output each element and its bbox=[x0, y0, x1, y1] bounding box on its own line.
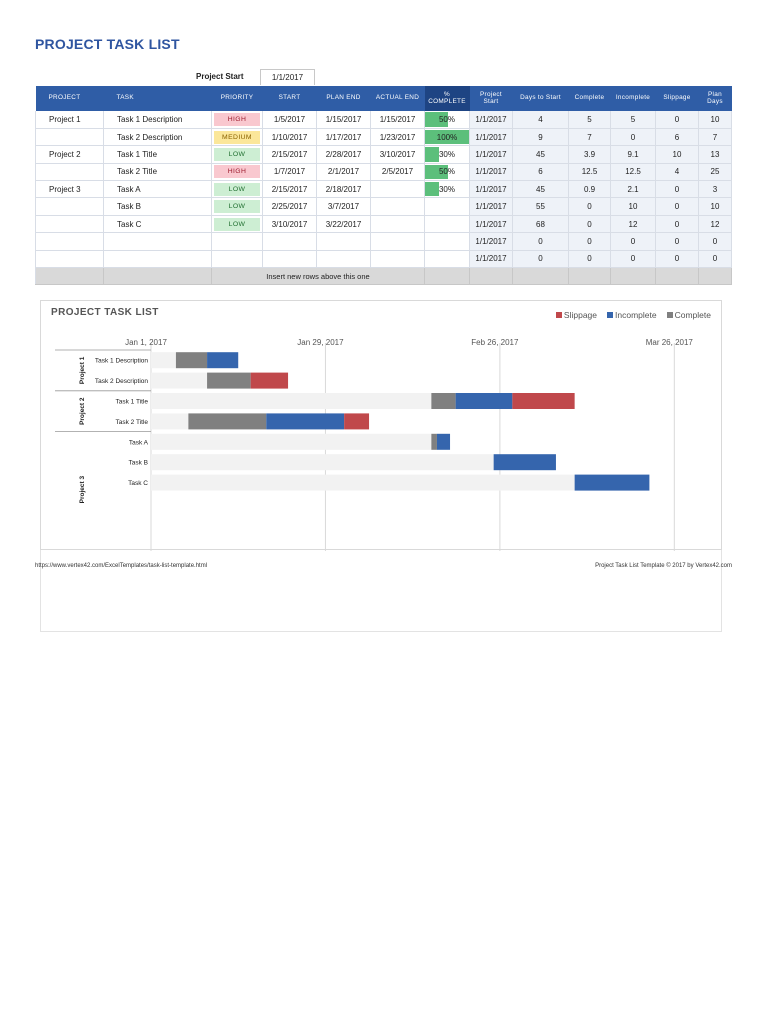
days-to-start-segment bbox=[151, 373, 207, 389]
task-axis-label: Task 2 Title bbox=[115, 418, 148, 426]
cell-complete: 3.9 bbox=[569, 146, 611, 163]
complete-segment bbox=[188, 413, 266, 429]
cell-slippage: 0 bbox=[656, 233, 699, 250]
page-title: PROJECT TASK LIST bbox=[35, 36, 180, 52]
cell-complete: 7 bbox=[569, 128, 611, 145]
x-tick-label: Mar 26, 2017 bbox=[645, 338, 693, 347]
cell-complete: 0.9 bbox=[569, 181, 611, 198]
legend-slippage: Slippage bbox=[556, 310, 597, 320]
cell-priority[interactable] bbox=[212, 215, 263, 232]
days-to-start-segment bbox=[151, 454, 494, 470]
cell-incomplete: 2.1 bbox=[611, 181, 656, 198]
col-incomplete: Incomplete bbox=[611, 86, 656, 111]
cell-plan-end[interactable]: 1/17/2017 bbox=[317, 128, 371, 145]
insert-rows-row bbox=[36, 268, 732, 285]
task-axis-label: Task C bbox=[128, 480, 148, 488]
priority-badge: LOW bbox=[214, 183, 260, 196]
cell-pct[interactable] bbox=[425, 146, 470, 163]
cell-pct[interactable] bbox=[425, 163, 470, 180]
gantt-chart bbox=[40, 300, 722, 550]
cell-start[interactable]: 3/10/2017 bbox=[263, 215, 317, 232]
cell-priority[interactable] bbox=[212, 233, 263, 250]
cell-project[interactable]: Project 2 bbox=[36, 146, 104, 163]
incomplete-segment bbox=[575, 475, 650, 491]
cell-task[interactable] bbox=[104, 233, 212, 250]
x-tick-label: Feb 26, 2017 bbox=[471, 338, 519, 347]
cell-project-start: 1/1/2017 bbox=[470, 146, 513, 163]
cell-plan-days: 7 bbox=[699, 128, 732, 145]
cell-project-start: 1/1/2017 bbox=[470, 198, 513, 215]
cell-priority[interactable] bbox=[212, 111, 263, 128]
cell-actual-end[interactable] bbox=[371, 215, 425, 232]
cell-plan-days: 25 bbox=[699, 163, 732, 180]
cell-slippage: 6 bbox=[656, 128, 699, 145]
percent-complete-text: 50% bbox=[438, 167, 455, 177]
cell-days-to-start: 0 bbox=[513, 233, 569, 250]
table-row bbox=[36, 146, 732, 163]
cell-plan-end[interactable] bbox=[317, 233, 371, 250]
table-row bbox=[36, 198, 732, 215]
percent-complete-text: 100% bbox=[436, 132, 458, 142]
cell-project[interactable] bbox=[36, 163, 104, 180]
cell-pct[interactable] bbox=[425, 233, 470, 250]
cell-priority[interactable] bbox=[212, 181, 263, 198]
cell-task[interactable]: Task 1 Title bbox=[104, 146, 212, 163]
cell-actual-end[interactable]: 1/15/2017 bbox=[371, 111, 425, 128]
insert-row-cell bbox=[611, 268, 656, 285]
insert-row-cell bbox=[513, 268, 569, 285]
cell-pct[interactable] bbox=[425, 250, 470, 267]
days-to-start-segment bbox=[151, 434, 431, 450]
cell-task[interactable]: Task 2 Title bbox=[104, 163, 212, 180]
cell-slippage: 0 bbox=[656, 111, 699, 128]
percent-complete-bar bbox=[425, 182, 439, 196]
cell-project-start: 1/1/2017 bbox=[470, 111, 513, 128]
days-to-start-segment bbox=[151, 413, 188, 429]
project-start-input[interactable]: 1/1/2017 bbox=[260, 69, 315, 85]
cell-priority[interactable] bbox=[212, 198, 263, 215]
insert-row-cell bbox=[104, 268, 212, 285]
cell-priority[interactable] bbox=[212, 146, 263, 163]
cell-slippage: 0 bbox=[656, 215, 699, 232]
insert-row-cell bbox=[36, 268, 104, 285]
cell-complete: 0 bbox=[569, 215, 611, 232]
legend-complete: Complete bbox=[667, 310, 711, 320]
cell-project-start: 1/1/2017 bbox=[470, 181, 513, 198]
cell-slippage: 4 bbox=[656, 163, 699, 180]
cell-plan-end[interactable]: 2/28/2017 bbox=[317, 146, 371, 163]
table-row bbox=[36, 163, 732, 180]
priority-badge: HIGH bbox=[214, 113, 260, 126]
cell-complete: 5 bbox=[569, 111, 611, 128]
table-row bbox=[36, 233, 732, 250]
cell-start[interactable]: 2/25/2017 bbox=[263, 198, 317, 215]
table-row bbox=[36, 111, 732, 128]
slippage-segment bbox=[251, 373, 288, 389]
cell-actual-end[interactable]: 3/10/2017 bbox=[371, 146, 425, 163]
cell-incomplete: 0 bbox=[611, 128, 656, 145]
cell-actual-end[interactable] bbox=[371, 250, 425, 267]
cell-pct[interactable] bbox=[425, 181, 470, 198]
cell-pct[interactable] bbox=[425, 111, 470, 128]
table-row bbox=[36, 128, 732, 145]
cell-project[interactable]: Project 3 bbox=[36, 181, 104, 198]
cell-plan-end[interactable]: 3/7/2017 bbox=[317, 198, 371, 215]
cell-pct[interactable] bbox=[425, 198, 470, 215]
chart-title: PROJECT TASK LIST bbox=[51, 307, 159, 318]
insert-row-cell bbox=[470, 268, 513, 285]
cell-project[interactable] bbox=[36, 233, 104, 250]
cell-priority[interactable] bbox=[212, 128, 263, 145]
col-priority: PRIORITY bbox=[212, 86, 263, 111]
cell-project[interactable] bbox=[36, 215, 104, 232]
insert-row-cell bbox=[569, 268, 611, 285]
project-group-label: Project 1 bbox=[79, 356, 86, 385]
cell-days-to-start: 6 bbox=[513, 163, 569, 180]
cell-plan-end[interactable]: 2/1/2017 bbox=[317, 163, 371, 180]
cell-incomplete: 9.1 bbox=[611, 146, 656, 163]
incomplete-segment bbox=[207, 352, 238, 368]
cell-days-to-start: 0 bbox=[513, 250, 569, 267]
gantt-plot bbox=[41, 301, 723, 551]
cell-plan-days: 3 bbox=[699, 181, 732, 198]
cell-task[interactable]: Task C bbox=[104, 215, 212, 232]
col-days-to-start: Days to Start bbox=[513, 86, 569, 111]
cell-project-start: 1/1/2017 bbox=[470, 215, 513, 232]
col-task: TASK bbox=[104, 86, 212, 111]
cell-start[interactable]: 2/15/2017 bbox=[263, 146, 317, 163]
cell-priority[interactable] bbox=[212, 250, 263, 267]
cell-priority[interactable] bbox=[212, 163, 263, 180]
incomplete-segment bbox=[437, 434, 450, 450]
complete-segment bbox=[176, 352, 207, 368]
cell-plan-days: 10 bbox=[699, 198, 732, 215]
complete-segment bbox=[207, 373, 251, 389]
cell-incomplete: 0 bbox=[611, 250, 656, 267]
cell-days-to-start: 45 bbox=[513, 181, 569, 198]
insert-row-cell bbox=[425, 268, 470, 285]
cell-incomplete: 5 bbox=[611, 111, 656, 128]
cell-incomplete: 12.5 bbox=[611, 163, 656, 180]
cell-incomplete: 0 bbox=[611, 233, 656, 250]
table-row bbox=[36, 250, 732, 267]
priority-badge: LOW bbox=[214, 200, 260, 213]
cell-actual-end[interactable] bbox=[371, 198, 425, 215]
col-plan-end: PLAN END bbox=[317, 86, 371, 111]
cell-plan-days: 0 bbox=[699, 250, 732, 267]
cell-project-start: 1/1/2017 bbox=[470, 233, 513, 250]
priority-badge: LOW bbox=[214, 218, 260, 231]
percent-complete-text: 30% bbox=[438, 149, 455, 159]
cell-plan-end[interactable] bbox=[317, 250, 371, 267]
cell-task[interactable] bbox=[104, 250, 212, 267]
incomplete-segment bbox=[494, 454, 556, 470]
cell-start[interactable]: 2/15/2017 bbox=[263, 181, 317, 198]
cell-start[interactable] bbox=[263, 233, 317, 250]
cell-actual-end[interactable] bbox=[371, 181, 425, 198]
col-slippage: Slippage bbox=[656, 86, 699, 111]
cell-task[interactable]: Task A bbox=[104, 181, 212, 198]
col-plan-days: Plan Days bbox=[699, 86, 732, 111]
cell-actual-end[interactable] bbox=[371, 233, 425, 250]
task-axis-label: Task 2 Description bbox=[94, 378, 148, 386]
col-percent-complete: % COMPLETE bbox=[425, 86, 470, 111]
col-project-start: Project Start bbox=[470, 86, 513, 111]
cell-task[interactable]: Task 1 Description bbox=[104, 111, 212, 128]
incomplete-segment bbox=[456, 393, 513, 409]
task-axis-label: Task 1 Description bbox=[94, 357, 148, 365]
task-axis-label: Task A bbox=[128, 439, 148, 447]
cell-days-to-start: 68 bbox=[513, 215, 569, 232]
col-complete: Complete bbox=[569, 86, 611, 111]
table-row bbox=[36, 215, 732, 232]
cell-incomplete: 10 bbox=[611, 198, 656, 215]
cell-project-start: 1/1/2017 bbox=[470, 128, 513, 145]
priority-badge: HIGH bbox=[214, 165, 260, 178]
table-header-row bbox=[36, 86, 732, 111]
days-to-start-segment bbox=[151, 475, 575, 491]
cell-actual-end[interactable]: 1/23/2017 bbox=[371, 128, 425, 145]
cell-plan-days: 12 bbox=[699, 215, 732, 232]
cell-pct[interactable] bbox=[425, 128, 470, 145]
cell-task[interactable]: Task 2 Description bbox=[104, 128, 212, 145]
project-group-label: Project 2 bbox=[79, 397, 86, 425]
percent-complete-bar bbox=[425, 147, 439, 161]
insert-rows-note: Insert new rows above this one bbox=[212, 268, 425, 285]
cell-plan-days: 10 bbox=[699, 111, 732, 128]
footer-url[interactable]: https://www.vertex42.com/ExcelTemplates/task-list-template.html bbox=[35, 563, 208, 569]
task-axis-label: Task 1 Title bbox=[115, 398, 148, 406]
cell-slippage: 0 bbox=[656, 250, 699, 267]
cell-days-to-start: 55 bbox=[513, 198, 569, 215]
table-row bbox=[36, 181, 732, 198]
cell-task[interactable]: Task B bbox=[104, 198, 212, 215]
cell-project[interactable] bbox=[36, 198, 104, 215]
legend-incomplete: Incomplete bbox=[607, 310, 657, 320]
priority-badge: MEDIUM bbox=[214, 131, 260, 144]
slippage-segment bbox=[344, 413, 369, 429]
cell-plan-end[interactable]: 1/15/2017 bbox=[317, 111, 371, 128]
cell-incomplete: 12 bbox=[611, 215, 656, 232]
cell-complete: 0 bbox=[569, 198, 611, 215]
cell-pct[interactable] bbox=[425, 215, 470, 232]
cell-project[interactable] bbox=[36, 250, 104, 267]
cell-days-to-start: 4 bbox=[513, 111, 569, 128]
cell-project-start: 1/1/2017 bbox=[470, 250, 513, 267]
task-table bbox=[35, 86, 732, 285]
cell-complete: 12.5 bbox=[569, 163, 611, 180]
cell-start[interactable]: 1/7/2017 bbox=[263, 163, 317, 180]
cell-plan-days: 0 bbox=[699, 233, 732, 250]
footer-copyright: Project Task List Template © 2017 by Vertex42.com bbox=[595, 563, 732, 569]
cell-days-to-start: 45 bbox=[513, 146, 569, 163]
percent-complete-text: 50% bbox=[438, 114, 455, 124]
x-tick-label: Jan 29, 2017 bbox=[297, 338, 344, 347]
col-start: START bbox=[263, 86, 317, 111]
slippage-segment bbox=[512, 393, 574, 409]
cell-start[interactable]: 1/10/2017 bbox=[263, 128, 317, 145]
cell-slippage: 0 bbox=[656, 198, 699, 215]
incomplete-segment bbox=[266, 413, 344, 429]
insert-row-cell bbox=[656, 268, 699, 285]
cell-plan-end[interactable]: 2/18/2017 bbox=[317, 181, 371, 198]
cell-slippage: 10 bbox=[656, 146, 699, 163]
col-actual-end: ACTUAL END bbox=[371, 86, 425, 111]
project-start-label: Project Start bbox=[196, 72, 244, 81]
complete-segment bbox=[431, 393, 455, 409]
x-tick-label: Jan 1, 2017 bbox=[125, 338, 167, 347]
cell-plan-end[interactable]: 3/22/2017 bbox=[317, 215, 371, 232]
project-group-label: Project 3 bbox=[79, 475, 86, 504]
cell-slippage: 0 bbox=[656, 181, 699, 198]
cell-start[interactable]: 1/5/2017 bbox=[263, 111, 317, 128]
days-to-start-segment bbox=[151, 393, 431, 409]
cell-days-to-start: 9 bbox=[513, 128, 569, 145]
insert-row-cell bbox=[699, 268, 732, 285]
cell-project[interactable]: Project 1 bbox=[36, 111, 104, 128]
cell-project[interactable] bbox=[36, 128, 104, 145]
cell-actual-end[interactable]: 2/5/2017 bbox=[371, 163, 425, 180]
cell-plan-days: 13 bbox=[699, 146, 732, 163]
cell-complete: 0 bbox=[569, 233, 611, 250]
cell-project-start: 1/1/2017 bbox=[470, 163, 513, 180]
col-project: PROJECT bbox=[36, 86, 104, 111]
task-axis-label: Task B bbox=[128, 459, 148, 467]
cell-complete: 0 bbox=[569, 250, 611, 267]
complete-segment bbox=[431, 434, 437, 450]
percent-complete-text: 30% bbox=[438, 184, 455, 194]
cell-start[interactable] bbox=[263, 250, 317, 267]
days-to-start-segment bbox=[151, 352, 176, 368]
priority-badge: LOW bbox=[214, 148, 260, 161]
